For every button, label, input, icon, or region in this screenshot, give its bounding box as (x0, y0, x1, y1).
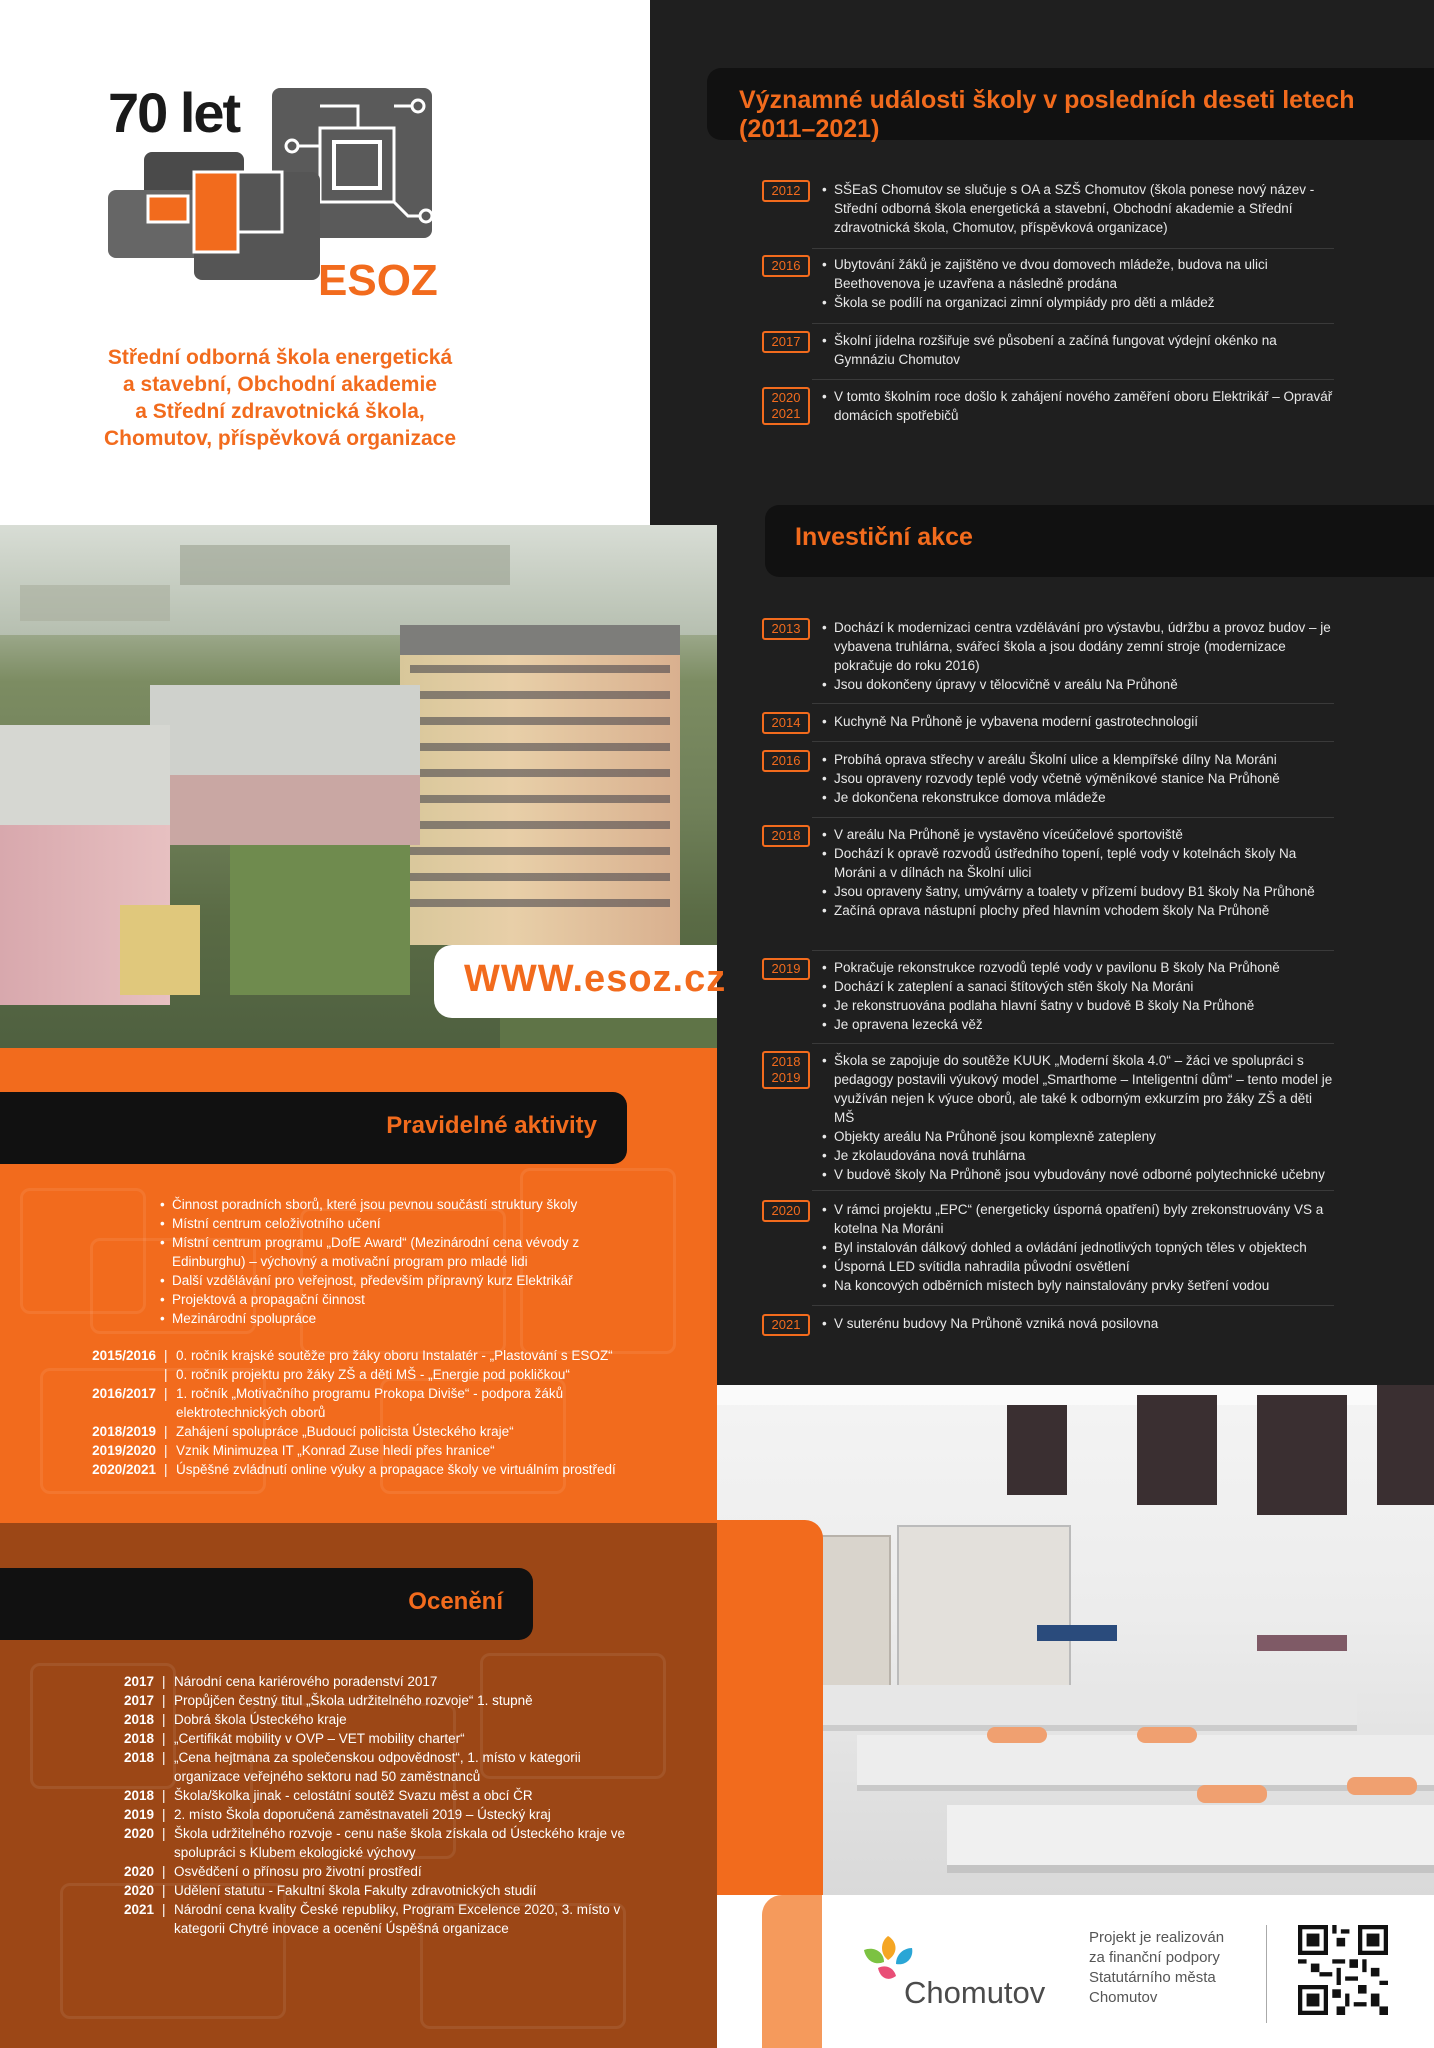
award-text: Udělení statutu - Fakultní škola Fakulty zdravotnických studií (174, 1883, 537, 1898)
school-name-line: Chomutov, příspěvková organizace (103, 427, 457, 450)
project-support-text (1089, 1928, 1249, 2008)
invest-title: Investiční akce (795, 523, 973, 551)
row-separator (812, 323, 1334, 324)
year-badge: 2019 (762, 958, 810, 980)
row-separator (812, 1305, 1334, 1306)
row-separator (812, 817, 1334, 818)
award-text: Propůjčen čestný titul „Škola udržitelného rozvoje“ 1. stupně (174, 1693, 533, 1708)
website-link[interactable]: WWW.esoz.cz (464, 958, 727, 1000)
award-year: 2021 (123, 1902, 154, 1917)
event-item: • V tomto školním roce došlo k zahájení nového zaměření oboru Elektrikář – Opravář domácích spotřebičů (820, 387, 1335, 425)
regular-year-text: 0. ročník projektu pro žáky ZŠ a děti MŠ - „Energie pod pokličkou“ (176, 1367, 570, 1382)
invest-item: • Jsou opraveny šatny, umývárny a toalety v přízemí budovy B1 školy Na Průhoně (820, 882, 1335, 901)
invest-item: • V rámci projektu „EPC“ (energeticky úsporná opatření) byly zrekonstruovány VS a kotelna Na Moráni (820, 1200, 1335, 1238)
invest-item: • Je zkolaudována nová truhlárna (820, 1146, 1335, 1165)
invest-item: • Na koncových odběrních místech byly nainstalovány prvky šetření vodou (820, 1276, 1335, 1295)
regular-year-text: 0. ročník krajské soutěže pro žáky oboru Instalatér - „Plastování s ESOZ“ (176, 1348, 613, 1363)
classroom-photo (717, 1385, 1434, 1895)
row-separator (812, 1043, 1334, 1044)
row-separator (812, 248, 1334, 249)
invest-item: • V suterénu budovy Na Průhoně vzniká nová posilovna (820, 1314, 1335, 1333)
invest-item: • Je dokončena rekonstrukce domova mládeže (820, 788, 1335, 807)
year-badge: 2020 2021 (762, 387, 810, 425)
invest-item: • Dochází k zateplení a sanaci štítových stěn školy Na Moráni (820, 977, 1335, 996)
event-item: • Škola se podílí na organizaci zimní olympiády pro děti a mládež (820, 293, 1335, 312)
invest-item: • Je rekonstruována podlaha hlavní šatny v budově B školy Na Průhoně (820, 996, 1335, 1015)
school-name-line: a stavební, Obchodní akademie (123, 373, 437, 396)
award-text: „Certifikát mobility v OVP – VET mobility charter“ (174, 1731, 465, 1746)
project-line: Projekt je realizován (1089, 1929, 1225, 1946)
award-year: 2018 (123, 1731, 154, 1746)
brand-text: ESOZ (318, 256, 438, 305)
chomutov-city-name: Chomutov (904, 1975, 1046, 2010)
year-badge: 2017 (762, 331, 810, 353)
row-separator (812, 379, 1334, 380)
row-separator (812, 741, 1334, 742)
award-text: Národní cena kvality České republiky, Program Excelence 2020, 3. místo v kategorii Chytré inovace a ocenění Úspěšná organizace (174, 1902, 621, 1936)
events-title: Významné události školy v posledních deseti letech (2011–2021) (739, 86, 1355, 143)
invest-item: • Dochází k modernizaci centra vzdělávání pro výstavbu, údržbu a provoz budov – je vybavena truhlárna, svářecí škola a jsou dodány zemní stroje (modernizace pokračuje do roku 2016) (820, 618, 1335, 675)
award-text: Škola udržitelného rozvoje - cenu naše škola získala od Ústeckého kraje ve spolupráci s Klubem ekologické výchovy (174, 1826, 625, 1860)
award-year: 2020 (123, 1864, 154, 1879)
regular-item: • Místní centrum celoživotního učení (158, 1214, 638, 1233)
regular-year-text: 1. ročník „Motivačního programu Prokopa Diviše“ - podpora žáků elektrotechnických oborů (176, 1386, 564, 1420)
award-text: Osvědčení o přínosu pro životní prostředí (174, 1864, 422, 1879)
row-separator (812, 1190, 1334, 1191)
year-badge: 2012 (762, 180, 810, 202)
year-badge: 2014 (762, 712, 810, 734)
regular-year-text: Úspěšné zvládnutí online výuky a propagace školy ve virtuálním prostředí (176, 1462, 616, 1477)
awards-header (0, 1568, 533, 1640)
year-badge: 2016 (762, 750, 810, 772)
regular-year: 2019/2020 (92, 1443, 156, 1458)
awards-title: Ocenění (408, 1588, 503, 1615)
invest-item: • Jsou dokončeny úpravy v tělocvičně v areálu Na Průhoně (820, 675, 1335, 694)
award-year: 2018 (123, 1712, 154, 1727)
event-item: • Školní jídelna rozšiřuje své působení a začíná fungovat výdejní okénko na Gymnáziu Chomutov (820, 331, 1335, 369)
regular-item: • Mezinárodní spolupráce (158, 1309, 638, 1328)
invest-item: • Je opravena lezecká věž (820, 1015, 1335, 1034)
invest-item: • Byl instalován dálkový dohled a ovládání jednotlivých topných těles v objektech (820, 1238, 1335, 1257)
year-badge: 2016 (762, 255, 810, 277)
anniversary-text: 70 let (108, 81, 240, 144)
event-item: • SŠEaS Chomutov se slučuje s OA a SZŠ Chomutov (škola ponese nový název - Střední odborná škola energetická a stavební, Obchodní akademie a Střední zdravotnická škola, Chomutov, příspěvková organizace) (820, 180, 1335, 237)
regular-title: Pravidelné aktivity (386, 1112, 597, 1139)
invest-header (765, 505, 1434, 577)
award-year: 2020 (123, 1826, 154, 1841)
invest-item: • Pokračuje rekonstrukce rozvodů teplé vody v pavilonu B školy Na Průhoně (820, 958, 1335, 977)
regular-year-text: Vznik Minimuzea IT „Konrad Zuse hledí přes hranice“ (176, 1443, 495, 1458)
award-year: 2020 (123, 1883, 154, 1898)
regular-item: • Další vzdělávání pro veřejnost, především přípravný kurz Elektrikář (158, 1271, 638, 1290)
school-name-line: a Střední zdravotnická škola, (135, 400, 425, 423)
invest-item: • Kuchyně Na Průhoně je vybavena moderní gastrotechnologií (820, 712, 1335, 731)
regular-year: 2020/2021 (92, 1462, 156, 1477)
project-line: Statutárního města (1089, 1969, 1216, 1986)
year-badge: 2018 2019 (762, 1051, 810, 1089)
footer-divider (1266, 1925, 1267, 2023)
invest-item: • Probíhá oprava střechy v areálu Školní ulice a klempířské dílny Na Moráni (820, 750, 1335, 769)
invest-item: • Úsporná LED svítidla nahradila původní osvětlení (820, 1257, 1335, 1276)
school-name-line: Střední odborná škola energetická (107, 346, 453, 369)
award-year: 2017 (123, 1693, 154, 1708)
award-text: Škola/školka jinak - celostátní soutěž Svazu měst a obcí ČR (174, 1788, 533, 1803)
year-badge: 2018 (762, 825, 810, 847)
events-header (707, 68, 1434, 143)
regular-year: 2018/2019 (92, 1424, 156, 1439)
regular-bullets (158, 1195, 638, 1328)
footer-orange-tab (762, 1895, 822, 2048)
regular-year-text: Zahájení spolupráce „Budoucí policista Ústeckého kraje“ (176, 1424, 514, 1439)
award-text: Národní cena kariérového poradenství 2017 (174, 1674, 438, 1689)
invest-item: • Škola se zapojuje do soutěže KUUK „Moderní škola 4.0“ – žáci ve spolupráci s pedagogy postavili výukový model „Smarthome – Inteligentní dům“ – tento model je využíván nejen k výuce oborů, ale také k odborným exkurzím pro žáky ZŠ a děti MŠ (820, 1051, 1335, 1127)
qr-code-icon[interactable] (1298, 1925, 1388, 2015)
regular-item: • Činnost poradních sborů, které jsou pevnou součástí struktury školy (158, 1195, 638, 1214)
regular-header (0, 1092, 627, 1164)
school-name (60, 344, 500, 452)
row-separator (812, 703, 1334, 704)
award-year: 2017 (123, 1674, 154, 1689)
project-line: Chomutov (1089, 1989, 1158, 2006)
invest-item: • V budově školy Na Průhoně jsou vybudovány nové odborné polytechnické učebny (820, 1165, 1335, 1184)
year-badge: 2013 (762, 618, 810, 640)
event-item: • Ubytování žáků je zajištěno ve dvou domovech mládeže, budova na ulici Beethovenova je uzavřena a následně prodána (820, 255, 1335, 293)
regular-year: 2015/2016 (92, 1348, 156, 1363)
regular-item: • Projektová a propagační činnost (158, 1290, 638, 1309)
award-text: Dobrá škola Ústeckého kraje (174, 1712, 347, 1727)
row-separator (812, 950, 1334, 951)
invest-item: • Dochází k opravě rozvodů ústředního topení, teplé vody v kotelnách školy Na Moráni a v dílnách na Školní ulici (820, 844, 1335, 882)
award-year: 2018 (123, 1750, 154, 1765)
award-year: 2018 (123, 1788, 154, 1803)
project-line: za finanční podpory (1089, 1949, 1220, 1966)
award-text: 2. místo Škola doporučená zaměstnavateli 2019 – Ústecký kraj (174, 1807, 551, 1822)
award-year: 2019 (123, 1807, 154, 1822)
invest-item: • Objekty areálu Na Průhoně jsou komplexně zatepleny (820, 1127, 1335, 1146)
invest-item: • Začíná oprava nástupní plochy před hlavním vchodem školy Na Průhoně (820, 901, 1335, 920)
invest-item: • V areálu Na Průhoně je vystavěno víceúčelové sportoviště (820, 825, 1335, 844)
regular-item: • Místní centrum programu „DofE Award“ (Mezinárodní cena vévody z Edinburghu) – výchovný a motivační program pro mladé lidi (158, 1233, 638, 1271)
year-badge: 2021 (762, 1314, 810, 1336)
invest-item: • Jsou opraveny rozvody teplé vody včetně výměníkové stanice Na Průhoně (820, 769, 1335, 788)
regular-year: 2016/2017 (92, 1386, 156, 1401)
year-badge: 2020 (762, 1200, 810, 1222)
award-text: „Cena hejtmana za společenskou odpovědnost“, 1. místo v kategorii organizace veřejného sektoru nad 50 zaměstnanců (174, 1750, 581, 1784)
